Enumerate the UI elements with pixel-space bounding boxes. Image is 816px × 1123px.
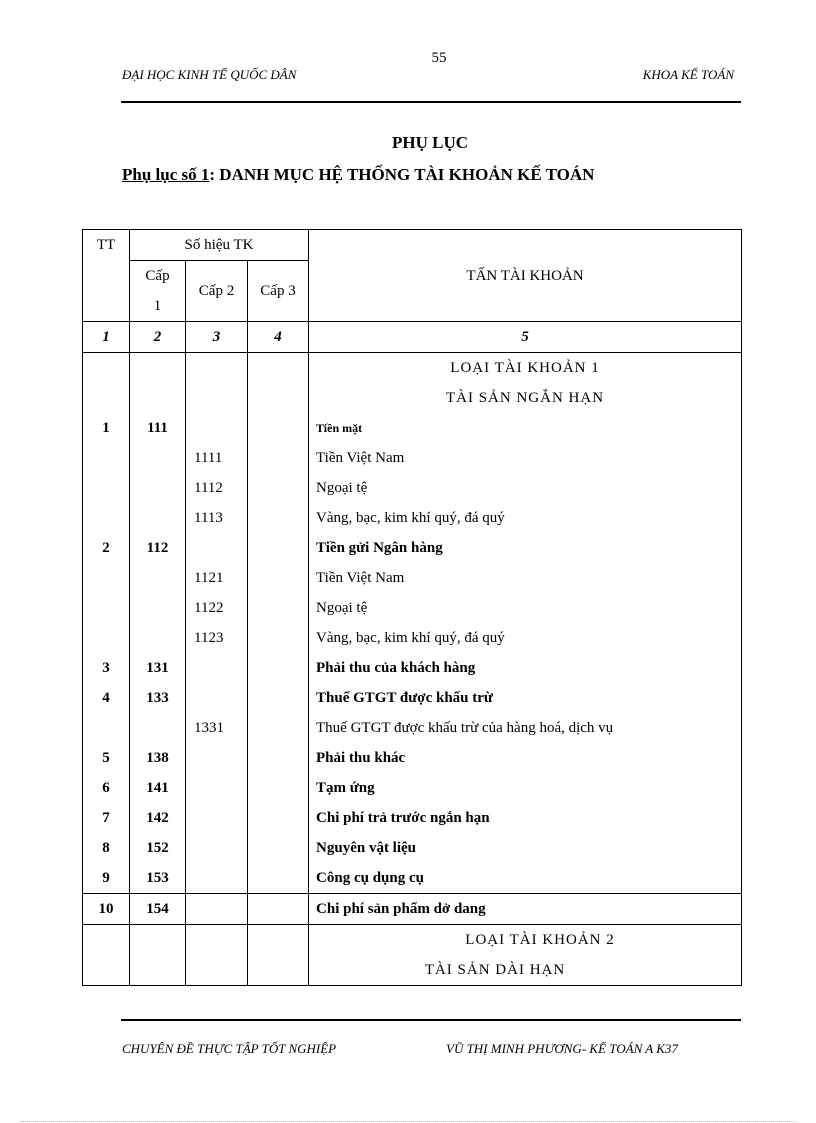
row-tt bbox=[83, 593, 130, 623]
table-row bbox=[83, 653, 742, 683]
row-cap2 bbox=[186, 803, 248, 833]
row-cap1: 154 bbox=[130, 894, 186, 925]
row-cap2 bbox=[186, 533, 248, 563]
row-account-name: Thuế GTGT được khấu trừ của hàng hoá, dịch vụ bbox=[309, 713, 742, 743]
column-number: 5 bbox=[309, 322, 742, 353]
header-university: ĐẠI HỌC KINH TẾ QUỐC DÂN bbox=[122, 67, 297, 82]
table-row bbox=[83, 773, 742, 803]
header-cap1: Cấp 1 bbox=[130, 261, 186, 322]
row-cap1 bbox=[130, 713, 186, 743]
row-account-name: Chi phí trả trước ngắn hạn bbox=[309, 803, 742, 833]
row-cap1 bbox=[130, 443, 186, 473]
account-table bbox=[82, 229, 742, 986]
section2-title: LOẠI TÀI KHOẢN 2 bbox=[309, 925, 742, 956]
section1-subtitle: TÀI SẢN NGẮN HẠN bbox=[309, 383, 742, 413]
row-account-name: Ngoại tệ bbox=[309, 473, 742, 503]
row-tt: 8 bbox=[83, 833, 130, 863]
row-cap2 bbox=[186, 894, 248, 925]
row-cap2 bbox=[186, 743, 248, 773]
row-account-name: Nguyên vật liệu bbox=[309, 833, 742, 863]
column-number: 2 bbox=[130, 322, 186, 353]
section-heading-row bbox=[83, 925, 742, 956]
row-tt: 1 bbox=[83, 413, 130, 443]
row-cap1: 153 bbox=[130, 863, 186, 894]
header-rule bbox=[121, 101, 741, 103]
row-tt: 3 bbox=[83, 653, 130, 683]
section2-subtitle: TÀI SẢN DÀI HẠN bbox=[309, 955, 742, 986]
row-tt bbox=[83, 473, 130, 503]
table-header-row bbox=[83, 230, 742, 261]
row-cap2: 1113 bbox=[186, 503, 248, 533]
table-row bbox=[83, 473, 742, 503]
column-number: 1 bbox=[83, 322, 130, 353]
row-tt bbox=[83, 623, 130, 653]
table-row bbox=[83, 533, 742, 563]
footer-thesis: CHUYÊN ĐỀ THỰC TẬP TỐT NGHIỆP bbox=[122, 1041, 337, 1056]
footer-author: VŨ THỊ MINH PHƯƠNG- KẾ TOÁN A K37 bbox=[446, 1041, 678, 1056]
row-cap1 bbox=[130, 623, 186, 653]
row-account-name: Ngoại tệ bbox=[309, 593, 742, 623]
row-account-name: Phải thu khác bbox=[309, 743, 742, 773]
row-cap2 bbox=[186, 863, 248, 894]
page-number: 55 bbox=[431, 50, 447, 66]
page-title: PHỤ LỤC bbox=[391, 133, 469, 152]
appendix-number: Phụ lục số 1 bbox=[122, 165, 210, 184]
header-cap2: Cấp 2 bbox=[186, 261, 248, 322]
row-tt bbox=[83, 443, 130, 473]
table-row bbox=[83, 833, 742, 863]
row-cap2 bbox=[186, 683, 248, 713]
row-account-name: Vàng, bạc, kim khí quý, đá quý bbox=[309, 503, 742, 533]
row-account-name: Tiền mặt bbox=[309, 413, 742, 443]
table-row bbox=[83, 803, 742, 833]
table-row bbox=[83, 894, 742, 925]
row-tt: 7 bbox=[83, 803, 130, 833]
row-cap2: 1123 bbox=[186, 623, 248, 653]
row-account-name: Phải thu của khách hàng bbox=[309, 653, 742, 683]
row-account-name: Vàng, bạc, kim khí quý, đá quý bbox=[309, 623, 742, 653]
row-account-name: Tạm ứng bbox=[309, 773, 742, 803]
table-row bbox=[83, 503, 742, 533]
row-cap1 bbox=[130, 473, 186, 503]
row-cap2: 1331 bbox=[186, 713, 248, 743]
table-row bbox=[83, 713, 742, 743]
row-cap2 bbox=[186, 833, 248, 863]
row-cap2: 1122 bbox=[186, 593, 248, 623]
header-cap3: Cấp 3 bbox=[248, 261, 309, 322]
row-cap2 bbox=[186, 773, 248, 803]
header-faculty: KHOA KẾ TOÁN bbox=[642, 67, 734, 82]
table-row bbox=[83, 743, 742, 773]
row-cap2: 1111 bbox=[186, 443, 248, 473]
column-number: 3 bbox=[186, 322, 248, 353]
row-account-name: Tiền gửi Ngân hàng bbox=[309, 533, 742, 563]
row-cap1: 152 bbox=[130, 833, 186, 863]
row-account-name: Tiền Việt Nam bbox=[309, 563, 742, 593]
table-row bbox=[83, 593, 742, 623]
row-account-name: Thuế GTGT được khấu trừ bbox=[309, 683, 742, 713]
row-cap1 bbox=[130, 593, 186, 623]
header-tt: TT bbox=[83, 230, 130, 322]
row-cap1 bbox=[130, 563, 186, 593]
row-cap1: 142 bbox=[130, 803, 186, 833]
row-cap1: 138 bbox=[130, 743, 186, 773]
row-tt: 9 bbox=[83, 863, 130, 894]
table-row bbox=[83, 863, 742, 894]
row-account-name: Tiền Việt Nam bbox=[309, 443, 742, 473]
page-edge bbox=[20, 1121, 796, 1122]
table-row bbox=[83, 413, 742, 443]
row-cap1: 112 bbox=[130, 533, 186, 563]
column-number-row bbox=[83, 322, 742, 353]
row-tt bbox=[83, 713, 130, 743]
row-account-name: Chi phí sản phẩm dở dang bbox=[309, 894, 742, 925]
row-cap2 bbox=[186, 653, 248, 683]
column-number: 4 bbox=[248, 322, 309, 353]
table-row bbox=[83, 623, 742, 653]
table-row bbox=[83, 683, 742, 713]
header-so-hieu: Số hiệu TK bbox=[130, 230, 309, 261]
row-cap1: 111 bbox=[130, 413, 186, 443]
row-tt: 10 bbox=[83, 894, 130, 925]
row-cap1: 141 bbox=[130, 773, 186, 803]
row-cap1: 133 bbox=[130, 683, 186, 713]
row-tt bbox=[83, 503, 130, 533]
section1-title: LOẠI TÀI KHOẢN 1 bbox=[309, 353, 742, 384]
section-heading-row bbox=[83, 383, 742, 413]
appendix-subtitle bbox=[122, 165, 594, 185]
row-account-name: Công cụ dụng cụ bbox=[309, 863, 742, 894]
row-cap2: 1121 bbox=[186, 563, 248, 593]
row-tt: 2 bbox=[83, 533, 130, 563]
section-heading-row bbox=[83, 955, 742, 986]
row-tt: 5 bbox=[83, 743, 130, 773]
row-cap2: 1112 bbox=[186, 473, 248, 503]
section-heading-row bbox=[83, 353, 742, 384]
row-cap2 bbox=[186, 413, 248, 443]
appendix-title: : DANH MỤC HỆ THỐNG TÀI KHOẢN KẾ TOÁN bbox=[209, 165, 595, 184]
table-row bbox=[83, 563, 742, 593]
header-ten-tai-khoan: TẤN TÀI KHOẢN bbox=[309, 230, 742, 322]
row-tt: 6 bbox=[83, 773, 130, 803]
row-cap1 bbox=[130, 503, 186, 533]
row-cap1: 131 bbox=[130, 653, 186, 683]
table-row bbox=[83, 443, 742, 473]
row-tt bbox=[83, 563, 130, 593]
row-tt: 4 bbox=[83, 683, 130, 713]
footer-rule bbox=[121, 1019, 741, 1021]
